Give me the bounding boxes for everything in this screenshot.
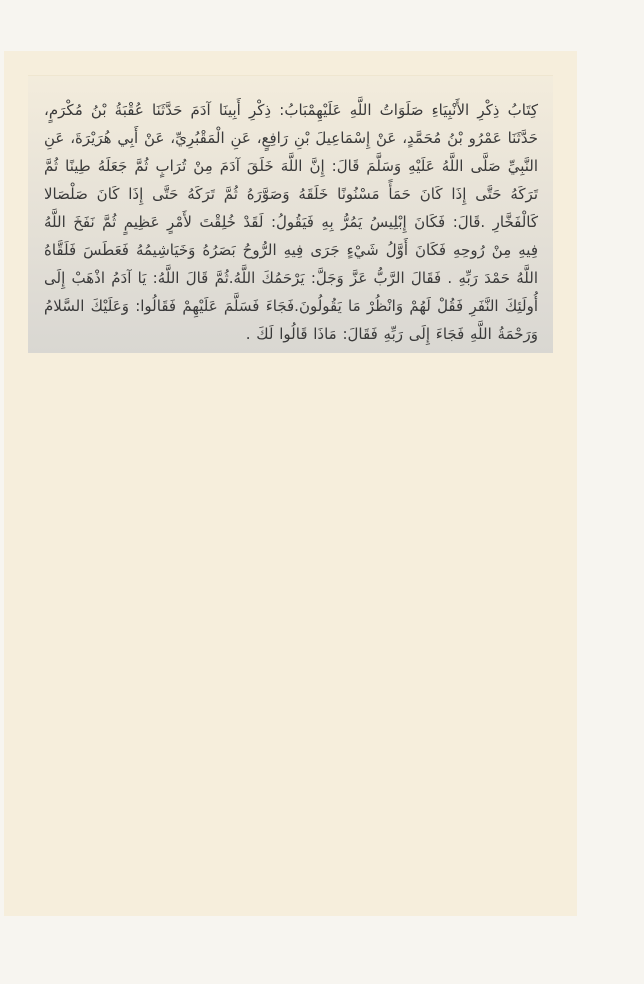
page-sheet [4,51,577,916]
hadith-text-card [28,75,553,353]
hadith-text: كِتَابُ ذِكْرِ الأَنْبِيَاءِ صَلَوَاتُ اللَّهِ عَلَيْهِمْبَابُ: ذِكْرِ أَبِينَا آدَمَ حَدَّثَنَا عُقْبَةُ بْنُ مُكْرَمٍ، حَدَّثَنَا عَمْرُو بْنُ مُحَمَّدٍ، عَنْ إِسْمَاعِيلَ بْنِ رَافِعٍ، عَنِ الْمَقْبُرِيِّ، عَنْ أَبِي هُرَيْرَةَ، عَنِ النَّبِيِّ صَلَّى اللَّهُ عَلَيْهِ وَسَلَّمَ قَالَ: إِنَّ اللَّهَ خَلَقَ آدَمَ مِنْ تُرَابٍ ثُمَّ جَعَلَهُ طِينًا ثُمَّ تَرَكَهُ حَتَّى إِذَا كَانَ حَمَأً مَسْنُونًا خَلَقَهُ وَصَوَّرَهُ ثُمَّ تَرَكَهُ حَتَّى إِذَا كَانَ صَلْصَالا كَالْفَخَّارِ .قَالَ: فَكَانَ إِبْلِيسُ يَمُرُّ بِهِ فَيَقُولُ: لَقَدْ خُلِقْتَ لأَمْرٍ عَظِيمٍ ثُمَّ نَفَخَ اللَّهُ فِيهِ مِنْ رُوحِهِ فَكَانَ أَوَّلُ شَيْءٍ جَرَى فِيهِ الرُّوحُ بَصَرُهُ وَخَيَاشِيمُهُ فَعَطَسَ فَلَقَّاهُ اللَّهُ حَمْدَ رَبِّهِ . فَقَالَ الرَّبُّ عَزَّ وَجَلَّ: يَرْحَمُكَ اللَّهُ.ثُمَّ قَالَ اللَّهُ: يَا آدَمُ اذْهَبْ إِلَى أُولَئِكَ النَّفَرِ فَقُلْ لَهُمْ وَانْظُرْ مَا يَقُولُونَ.فَجَاءَ فَسَلَّمَ عَلَيْهِمْ فَقَالُوا: وَعَلَيْكَ السَّلامُ وَرَحْمَةُ اللَّهِ فَجَاءَ إِلَى رَبِّهِ فَقَالَ: مَاذَا قَالُوا لَكَ . [44,101,538,343]
